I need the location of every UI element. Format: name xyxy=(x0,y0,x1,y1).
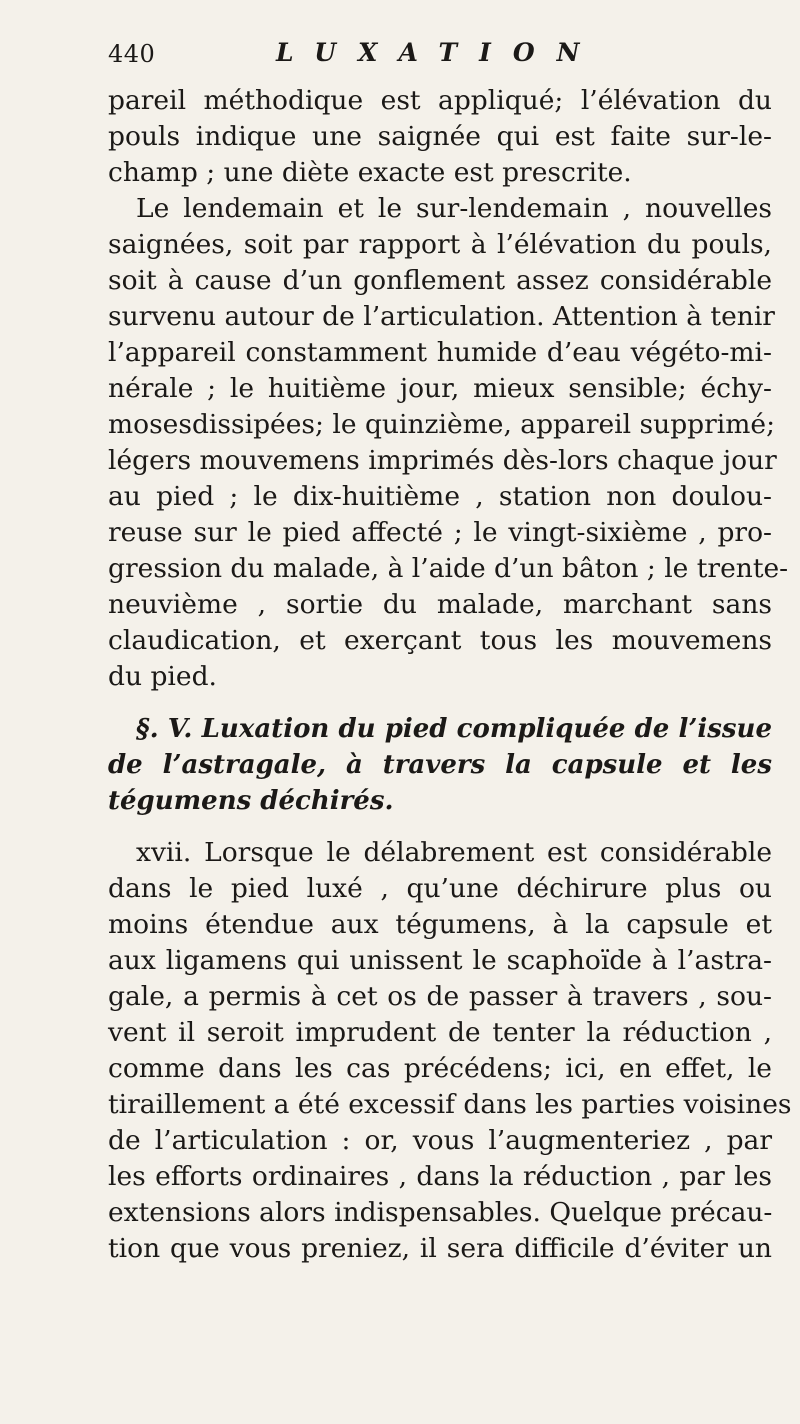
text-line: de l’articulation : or, vous l’augmenteriez , par xyxy=(108,1125,772,1156)
text-line: tion que vous preniez, il sera difficile d’éviter un xyxy=(108,1233,772,1264)
text-line: dans le pied luxé , qu’une déchirure plus ou xyxy=(108,873,772,904)
text-line: pouls indique une saignée qui est faite sur-le- xyxy=(108,121,772,152)
text-line: mosesdissipées; le quinzième, appareil supprimé; xyxy=(108,409,776,440)
text-line: pareil méthodique est appliqué; l’élévation du xyxy=(108,85,772,116)
text-line: claudication, et exerçant tous les mouvemens xyxy=(108,625,772,656)
text-line: gression du malade, à l’aide d’un bâton ; le trente- xyxy=(108,553,789,584)
text-line: du pied. xyxy=(108,661,217,692)
text-line: l’appareil constamment humide d’eau végéto-mi- xyxy=(108,337,772,368)
text-line: champ ; une diète exacte est prescrite. xyxy=(108,157,632,188)
text-line: Le lendemain et le sur-lendemain , nouvelles xyxy=(136,193,772,224)
text-line: survenu autour de l’articulation. Attention à tenir xyxy=(108,301,775,332)
text-line: tiraillement a été excessif dans les parties voisines xyxy=(108,1089,792,1120)
text-line: soit à cause d’un gonflement assez considérable xyxy=(108,265,772,296)
text-line: aux ligamens qui unissent le scaphoïde à l’astra- xyxy=(108,945,772,976)
text-line: au pied ; le dix-huitième , station non doulou- xyxy=(108,481,772,512)
section-heading-line: de l’astragale, à travers la capsule et les xyxy=(108,750,772,780)
text-line: extensions alors indispensables. Quelque précau- xyxy=(108,1197,773,1228)
text-line: vent il seroit imprudent de tenter la réduction , xyxy=(108,1017,772,1048)
text-line: les efforts ordinaires , dans la réduction , par les xyxy=(108,1161,772,1192)
section-heading-line: tégumens déchirés. xyxy=(108,786,394,816)
section-heading-line: §. V. Luxation du pied compliquée de l’issue xyxy=(136,714,772,744)
text-line: saignées, soit par rapport à l’élévation du pouls, xyxy=(108,229,772,260)
text-line: moins étendue aux tégumens, à la capsule et xyxy=(108,909,772,940)
text-line: neuvième , sortie du malade, marchant sans xyxy=(108,589,772,620)
text-line: comme dans les cas précédens; ici, en effet, le xyxy=(108,1053,772,1084)
running-title: LUXATION xyxy=(276,38,602,67)
text-line: xvii. Lorsque le délabrement est considérable xyxy=(136,837,772,868)
text-line: nérale ; le huitième jour, mieux sensible; échy- xyxy=(108,373,772,404)
text-line: légers mouvemens imprimés dès-lors chaque jour xyxy=(108,445,777,476)
text-line: gale, a permis à cet os de passer à travers , sou- xyxy=(108,981,772,1012)
page-number: 440 xyxy=(108,40,156,68)
running-head xyxy=(108,34,728,74)
text-line: reuse sur le pied affecté ; le vingt-sixième , pro- xyxy=(108,517,772,548)
